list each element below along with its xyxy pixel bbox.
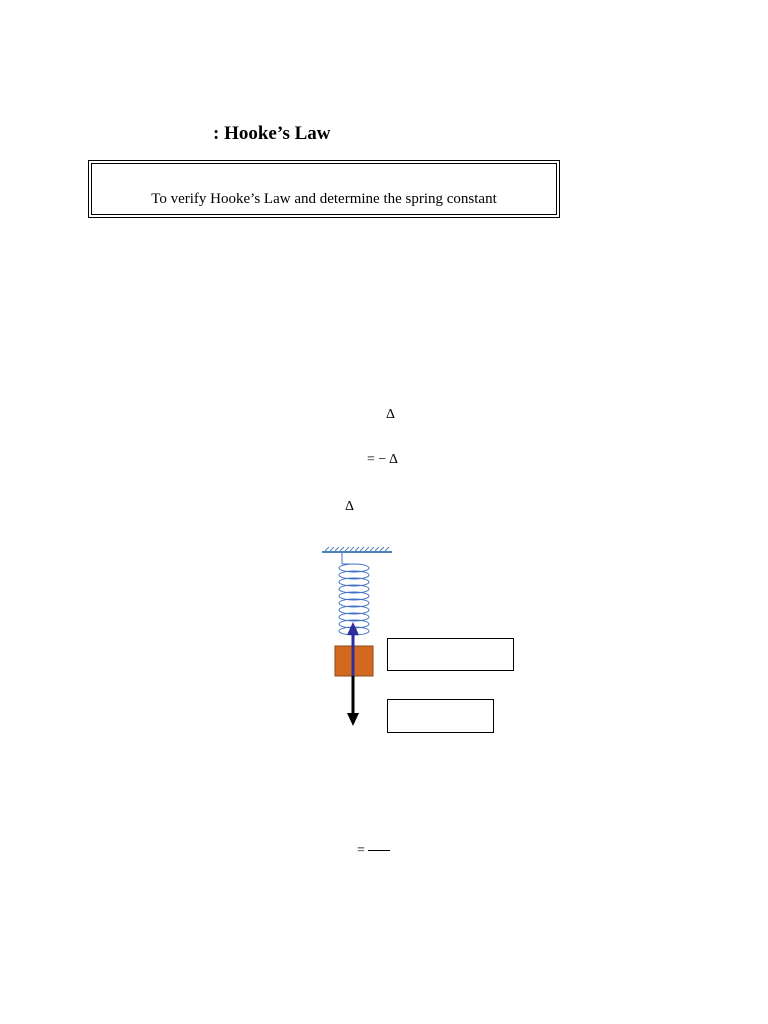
page-title: : Hooke’s Law [213,123,331,144]
equation-line-4-equals: = [357,843,365,858]
ceiling-support [322,547,392,552]
equation-line-3: Δ [345,499,355,514]
equation-line-1: Δ [386,407,396,422]
aim-text: To verify Hooke’s Law and determine the spring constant [151,191,497,207]
weight-label-box [387,699,494,733]
restoring-force-label-box [387,638,514,671]
weight-arrow [347,676,359,726]
equation-line-2: = − Δ [367,452,399,467]
